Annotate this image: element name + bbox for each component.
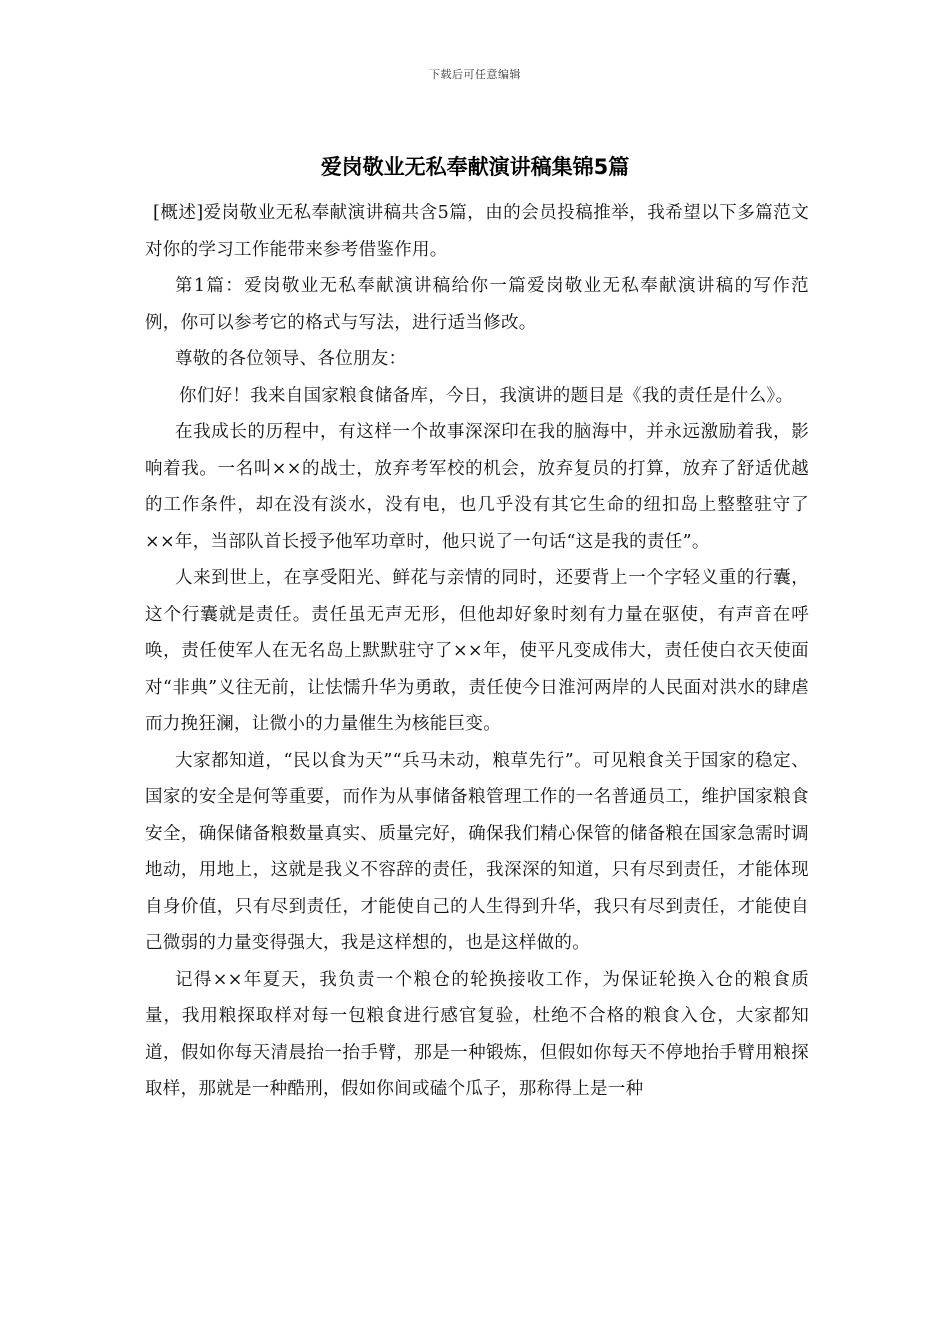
document-body bbox=[145, 195, 809, 1108]
page-header-note: 下载后可任意编辑 bbox=[429, 68, 521, 81]
body-paragraph: 人来到世上，在享受阳光、鲜花与亲情的同时，还要背上一个字轻义重的行囊，这个行囊就是责任。责任虽无声无形，但他却好象时刻有力量在驱使，有声音在呼唤，责任使军人在无名岛上默默驻守了××年，使平凡变成伟大，责任使白衣天使面对“非典”义往无前，让怯懦升华为勇敢，责任使今日淮河两岸的人民面对洪水的肆虐而力挽狂澜，让微小的力量催生为核能巨变。 bbox=[145, 568, 809, 734]
body-paragraph: 记得××年夏天，我负责一个粮仓的轮换接收工作，为保证轮换入仓的粮食质量，我用粮探取样对每一包粮食进行感官复验，杜绝不合格的粮食入仓，大家都知道，假如你每天清晨抬一抬手臂，那是一种锻炼，但假如你每天不停地抬手臂用粮探取样，那就是一种酷刑，假如你间或磕个瓜子，那称得上是一种 bbox=[145, 969, 809, 1099]
summary-paragraph: [概述]爱岗敬业无私奉献演讲稿共含5篇，由的会员投稿推举，我希望以下多篇范文对你的学习工作能带来参考借鉴作用。 bbox=[145, 203, 809, 260]
body-paragraph: 在我成长的历程中，有这样一个故事深深印在我的脑海中，并永远激励着我，影响着我。一名叫××的战士，放弃考军校的机会，放弃复员的打算，放弃了舒适优越的工作条件，却在没有淡水，没有电，也几乎没有其它生命的纽扣岛上整整驻守了××年，当部队首长授予他军功章时，他只说了一句话“这是我的责任”。 bbox=[145, 422, 809, 552]
body-paragraph: 大家都知道，“民以食为天”“兵马未动，粮草先行”。可见粮食关于国家的稳定、国家的安全是何等重要，而作为从事储备粮管理工作的一名普通员工，维护国家粮食安全，确保储备粮数量真实、质量完好，确保我们精心保管的储备粮在国家急需时调地动，用地上，这就是我义不容辞的责任，我深深的知道，只有尽到责任，才能体现自身价值，只有尽到责任，才能使自己的人生得到升华，我只有尽到责任，才能使自己微弱的力量变得强大，我是这样想的，也是这样做的。 bbox=[145, 750, 809, 953]
salutation-paragraph: 尊敬的各位领导、各位朋友： bbox=[175, 349, 407, 369]
document-title: 爱岗敬业无私奉献演讲稿集锦5篇 bbox=[320, 155, 630, 179]
body-paragraph: 第1篇：爱岗敬业无私奉献演讲稿给你一篇爱岗敬业无私奉献演讲稿的写作范例，你可以参考它的格式与写法，进行适当修改。 bbox=[145, 276, 809, 333]
body-paragraph: 你们好！我来自国家粮食储备库，今日，我演讲的题目是《我的责任是什么》。 bbox=[179, 385, 794, 406]
